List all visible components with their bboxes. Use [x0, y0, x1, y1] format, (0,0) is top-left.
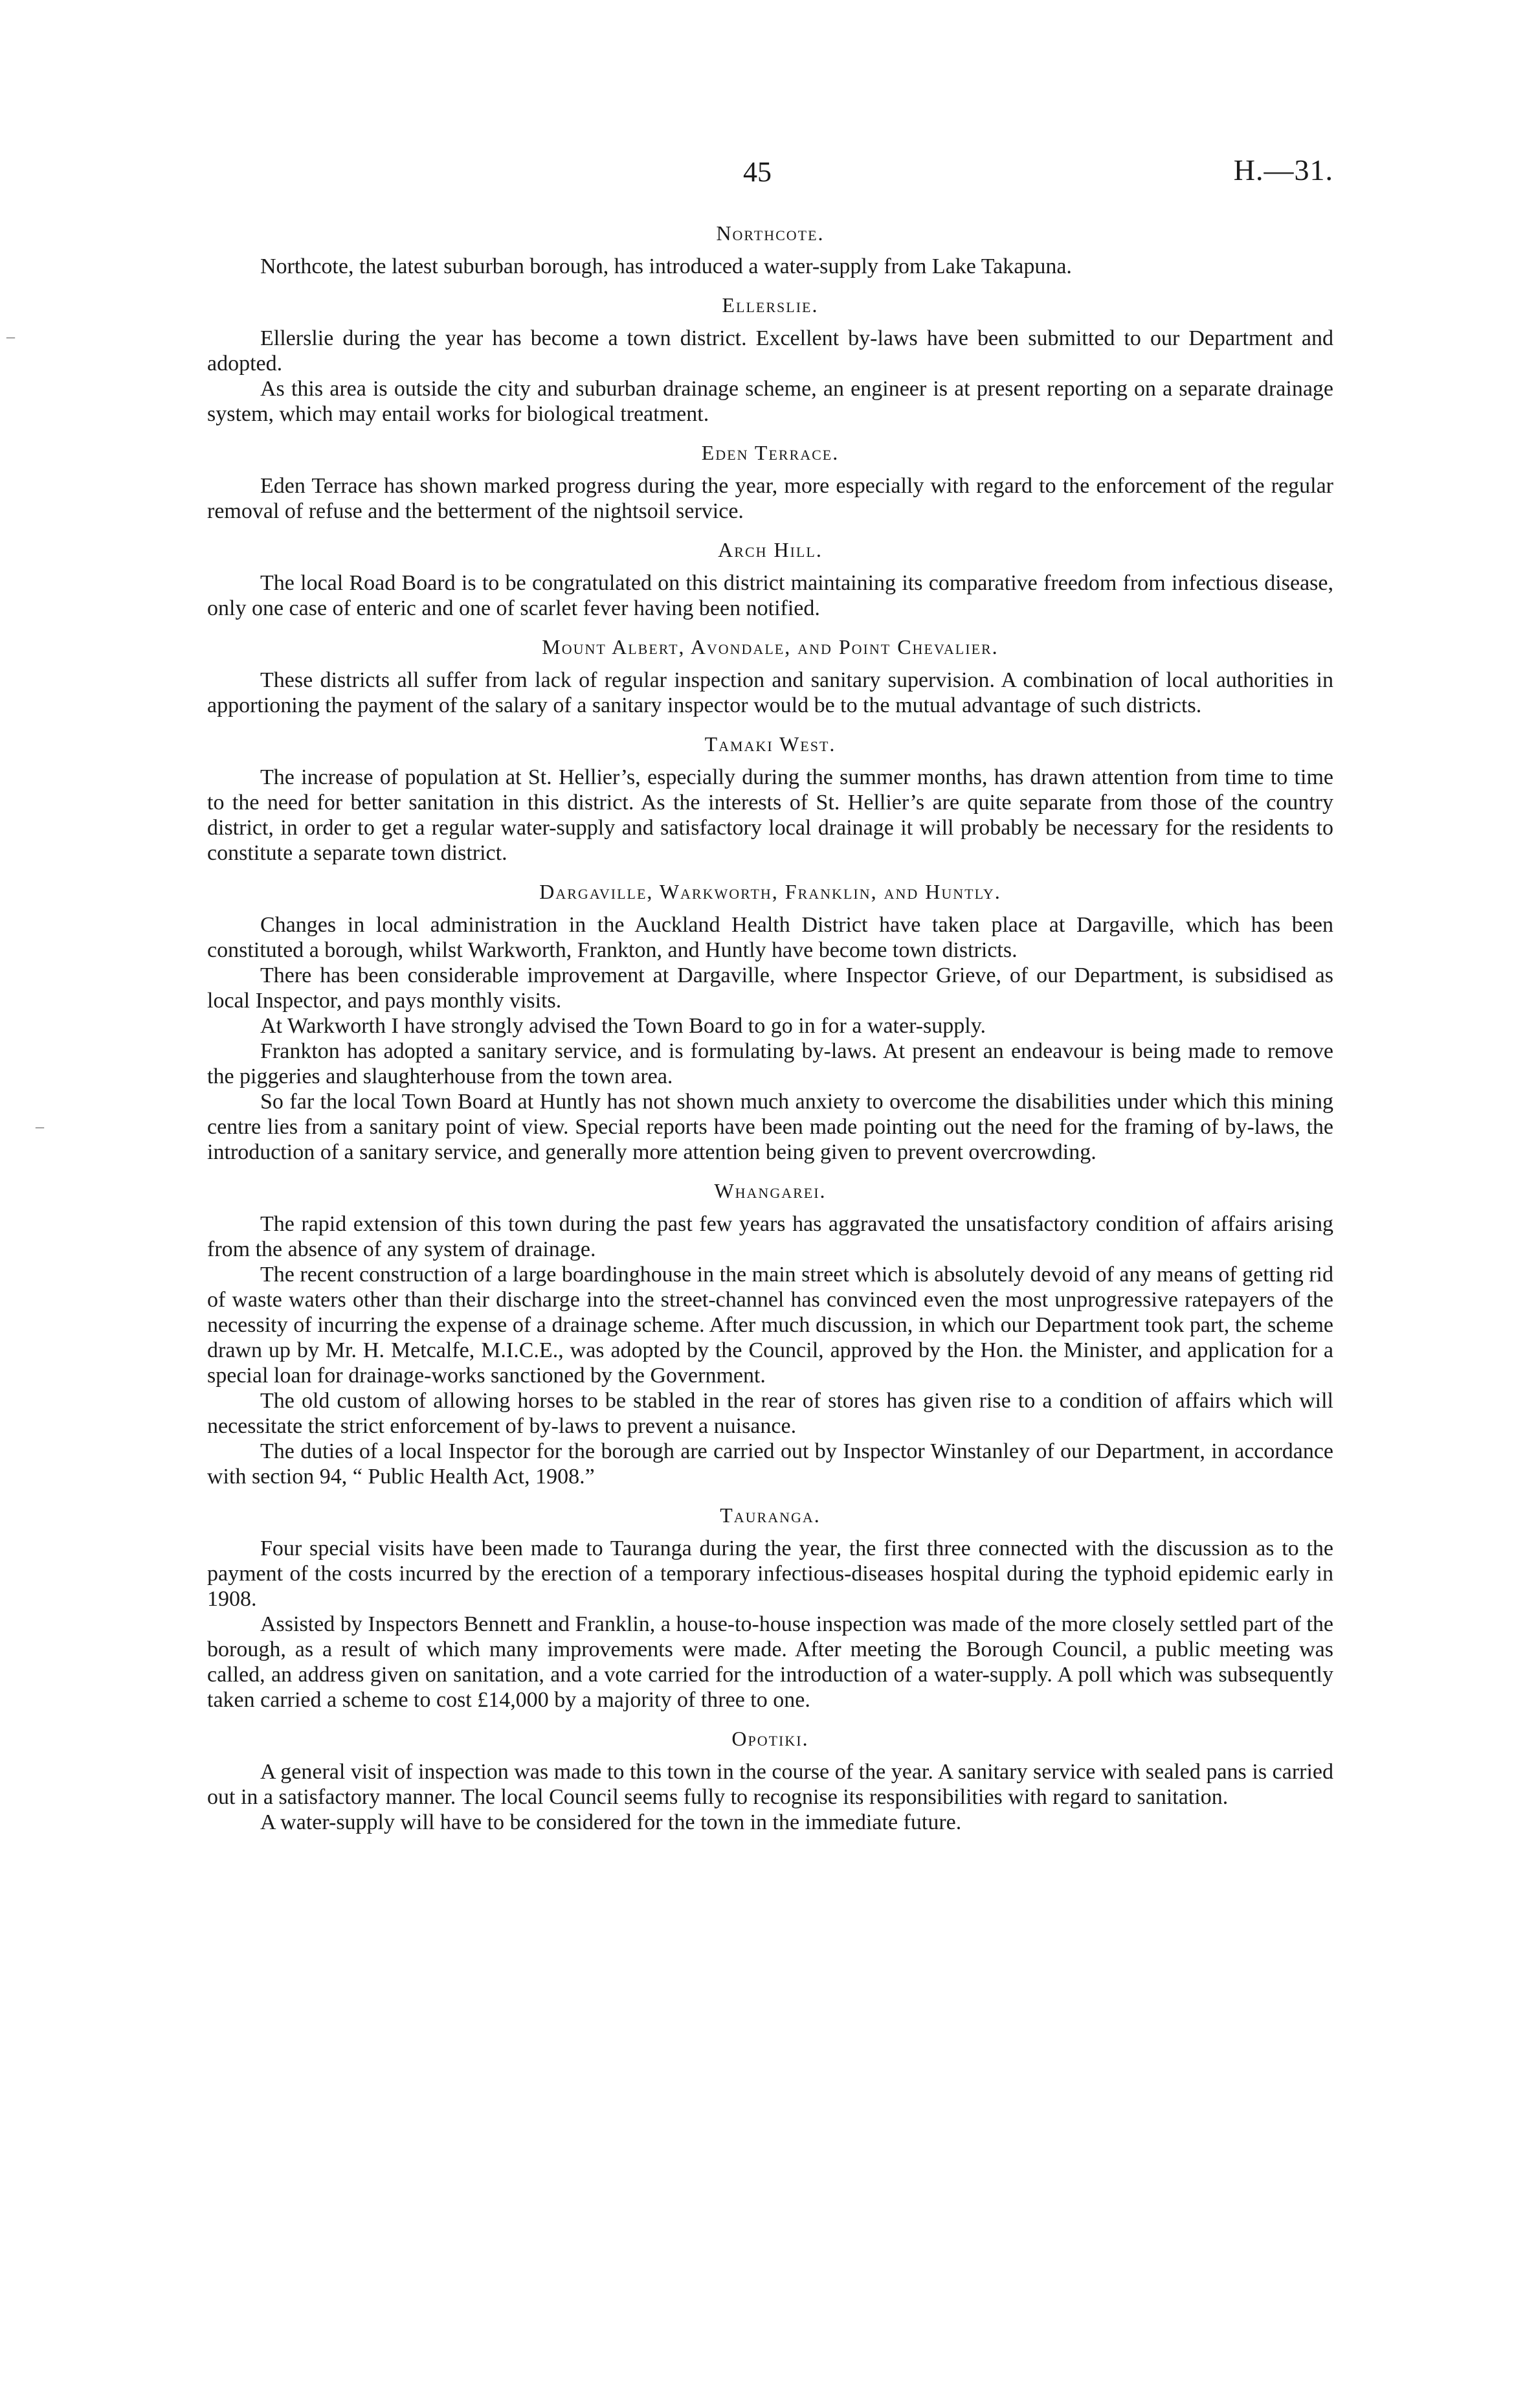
paragraph: As this area is outside the city and suburban drainage scheme, an engineer is at present reporting on a separate drainage system, which may entail works for biological treatment. — [207, 377, 1333, 426]
margin-mark: – — [36, 1117, 44, 1136]
section-arch-hill — [207, 537, 1333, 621]
section-heading: Northcote. — [716, 221, 825, 245]
section-whangarei — [207, 1178, 1333, 1489]
paragraph: A water-supply will have to be considered for the town in the immediate future. — [260, 1810, 962, 1834]
section-heading: Whangarei. — [714, 1179, 827, 1202]
section-heading: Opotiki. — [731, 1727, 809, 1750]
paragraph: The local Road Board is to be congratulated on this district maintaining its comparative freedom from infectious disease, only one case of enteric and one of scarlet fever having been notified. — [207, 571, 1333, 620]
paragraph: Four special visits have been made to Tauranga during the year, the first three connected with the discussion as to the payment of the costs incurred by the erection of a temporary infectious-diseases hospital during the typhoid epidemic early in 1908. — [207, 1536, 1333, 1611]
section-heading: Arch Hill. — [718, 538, 823, 561]
page-number: 45 — [743, 156, 772, 188]
paragraph: There has been considerable improvement at Dargaville, where Inspector Grieve, of our Department, is subsidised as local Inspector, and pays monthly visits. — [207, 963, 1333, 1013]
section-heading: Tauranga. — [720, 1503, 821, 1527]
paragraph: The old custom of allowing horses to be stabled in the rear of stores has given rise to a condition of affairs which will necessitate the strict enforcement of by-laws to prevent a nuisance. — [207, 1389, 1333, 1438]
section-mount-albert — [207, 634, 1333, 718]
paragraph: The increase of population at St. Hellier’s, especially during the summer months, has drawn attention from time to time to the need for better sanitation in this district. As the interests of St. Hellier’s are quite separate from those of the country district, in order to get a regular water-supply and satisfactory local drainage it will probably be necessary for the residents to constitute a separate town district. — [207, 765, 1333, 865]
section-heading: Mount Albert, Avondale, and Point Chevalier. — [542, 635, 999, 658]
document-body — [207, 220, 1333, 1835]
paragraph: Eden Terrace has shown marked progress during the year, more especially with regard to the enforcement of the regular removal of refuse and the betterment of the nightsoil service. — [207, 474, 1333, 523]
paragraph: The recent construction of a large boardinghouse in the main street which is absolutely devoid of any means of getting rid of waste waters other than their discharge into the street-channel has convinced even the most unprogressive ratepayers of the necessity of incurring the expense of a drainage scheme. After much discussion, in which our Department took part, the scheme drawn up by Mr. H. Metcalfe, M.I.C.E., was adopted by the Council, approved by the Hon. the Minister, and application for a special loan for drainage-works sanctioned by the Government. — [207, 1263, 1333, 1388]
margin-mark: – — [6, 327, 15, 346]
paragraph: Frankton has adopted a sanitary service, and is formulating by-laws. At present an endeavour is being made to remove the piggeries and slaughterhouse from the town area. — [207, 1039, 1333, 1088]
paragraph: The duties of a local Inspector for the borough are carried out by Inspector Winstanley of our Department, in accordance with section 94, “ Public Health Act, 1908.” — [207, 1439, 1333, 1489]
section-dargaville — [207, 879, 1333, 1165]
section-heading: Dargaville, Warkworth, Franklin, and Huntly. — [539, 880, 1001, 903]
report-code: H.—31. — [1233, 153, 1333, 186]
paragraph: Ellerslie during the year has become a town district. Excellent by-laws have been submitted to our Department and adopted. — [207, 326, 1333, 376]
paragraph: The rapid extension of this town during the past few years has aggravated the unsatisfactory condition of affairs arising from the absence of any system of drainage. — [207, 1212, 1333, 1261]
section-heading: Eden Terrace. — [701, 441, 840, 464]
paragraph: At Warkworth I have strongly advised the Town Board to go in for a water-supply. — [260, 1014, 986, 1038]
section-tamaki-west — [207, 731, 1333, 866]
paragraph: Changes in local administration in the Auckland Health District have taken place at Dargaville, which has been constituted a borough, whilst Warkworth, Frankton, and Huntly have become town districts. — [207, 913, 1333, 962]
paragraph: These districts all suffer from lack of regular inspection and sanitary supervision. A combination of local authorities in apportioning the payment of the salary of a sanitary inspector would be to the mutual advantage of such districts. — [207, 668, 1333, 717]
paragraph: So far the local Town Board at Huntly has not shown much anxiety to overcome the disabilities under which this mining centre lies from a sanitary point of view. Special reports have been made pointing out the need for the framing of by-laws, the introduction of a sanitary service, and generally more attention being given to prevent overcrowding. — [207, 1090, 1333, 1164]
section-eden-terrace — [207, 440, 1333, 524]
section-heading: Ellerslie. — [722, 293, 819, 317]
paragraph: A general visit of inspection was made to this town in the course of the year. A sanitary service with sealed pans is carried out in a satisfactory manner. The local Council seems fully to recognise its responsibilities with regard to sanitation. — [207, 1760, 1333, 1809]
section-ellerslie — [207, 292, 1333, 427]
paragraph: Assisted by Inspectors Bennett and Franklin, a house-to-house inspection was made of the more closely settled part of the borough, as a result of which many improvements were made. After meeting the Borough Council, a public meeting was called, an address given on sanitation, and a vote carried for the introduction of a water-supply. A poll which was subsequently taken carried a scheme to cost £14,000 by a majority of three to one. — [207, 1612, 1333, 1712]
section-tauranga — [207, 1502, 1333, 1713]
section-heading: Tamaki West. — [704, 732, 836, 756]
section-opotiki — [207, 1726, 1333, 1835]
paragraph: Northcote, the latest suburban borough, has introduced a water-supply from Lake Takapuna. — [260, 254, 1072, 278]
section-northcote — [207, 220, 1333, 279]
